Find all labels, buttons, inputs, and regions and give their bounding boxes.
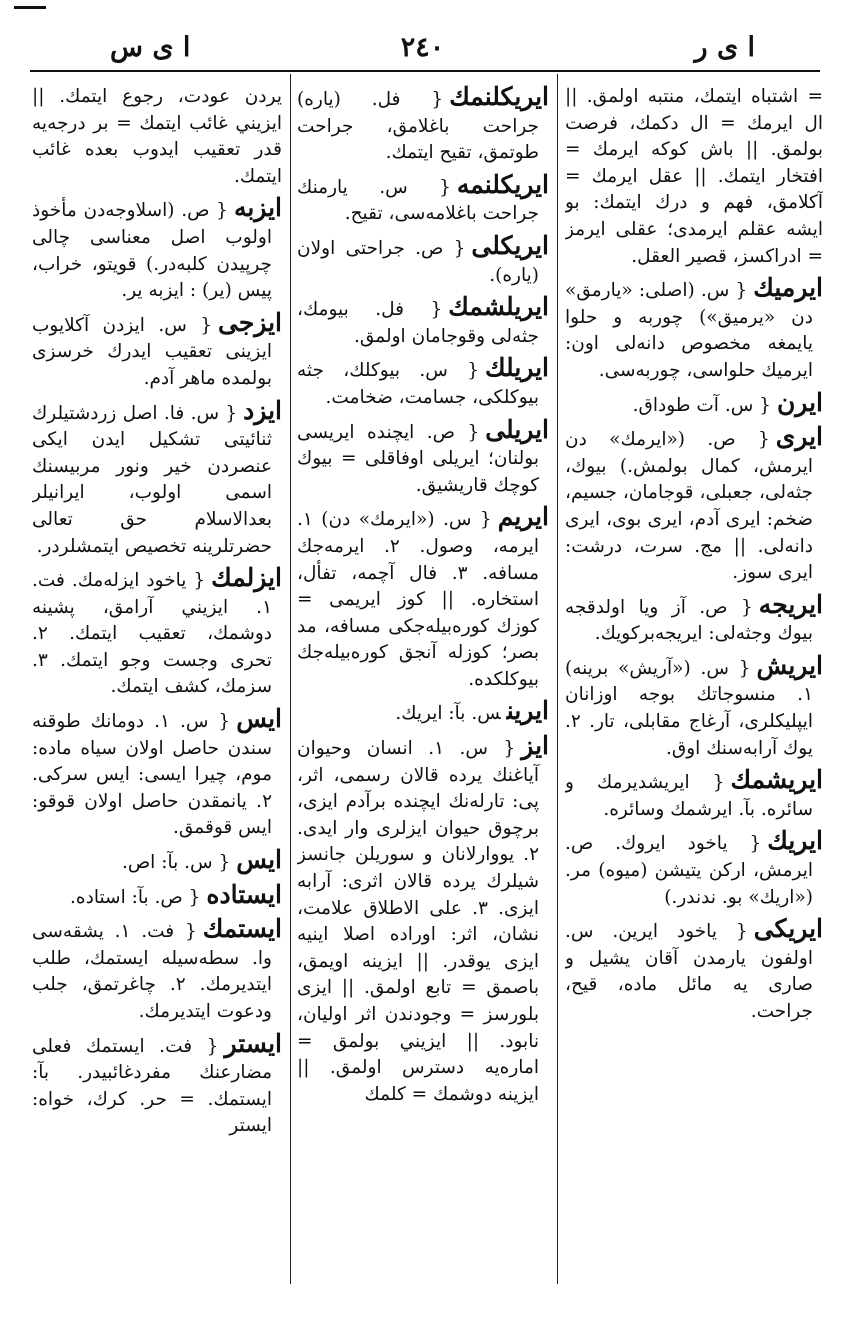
top-corner-rule bbox=[14, 6, 46, 9]
entry-headword: ايزجى bbox=[218, 307, 282, 337]
dictionary-entry bbox=[32, 565, 282, 701]
entry-definition: { س. («ايرمك» دن) ۱. ايرمه، وصول. ۲. ايرمه‌جك مسافه. ۳. فال آچمه، تفأل، استخاره. || كوز ايريمى = كوزك كوره‌بيله‌جكى مسافه، مد بصر؛ كوزله آنجق كوره‌بيله‌جك بيوكلكده. bbox=[297, 509, 539, 690]
dictionary-entry bbox=[297, 84, 549, 167]
entry-definition: { فل. بيومك، جثه‌لى وقوجامان اولمق. bbox=[297, 299, 539, 347]
dictionary-entry bbox=[565, 767, 823, 823]
entry-definition: = اشتباه ايتمك، منتبه اولمق. || ال ايرمك = ال دكمك، فرصت بولمق. || باش كوكه ايرمك = افتخار ايتمك. || عقل ايرمك = آكلامق، فهم و درك ايتمك: بو ايشه عقلم ايرمدى؛ عقلى ايرمز = ادراكسز، قصير العقل. bbox=[565, 86, 823, 267]
dictionary-entry bbox=[565, 828, 823, 911]
dictionary-entry bbox=[565, 84, 823, 270]
entry-headword: ايريك bbox=[767, 826, 823, 856]
entry-headword: ايريكى bbox=[753, 914, 823, 944]
entry-definition: { س. ۱. دومانك طوقنه سندن حاصل اولان سياه ماده: موم، چيرا ايسى: ايس سركى. ۲. يانمقدن حاصل اولان قوقو: ايس قوقمق. bbox=[32, 711, 272, 839]
dictionary-entry bbox=[32, 395, 282, 561]
column-right bbox=[565, 84, 823, 1299]
entry-headword: ايريش bbox=[756, 650, 823, 680]
entry-headword: ايرميك bbox=[753, 273, 823, 303]
dictionary-entry bbox=[32, 307, 282, 393]
dictionary-entry bbox=[297, 230, 549, 289]
entry-headword: ايستاده bbox=[206, 879, 282, 909]
entry-definition: { فت. ايستمك فعلى مضارعنك مفردغائبيدر. بآ: ايستمك. = حر. كرك، خواه: ايستر bbox=[32, 1035, 272, 1137]
entry-headword: ايريكلنمك bbox=[449, 84, 549, 111]
entry-definition: { س. بيوكلك، جثه بيوكلكى، جسامت، ضخامت. bbox=[297, 360, 539, 408]
column-separator-left bbox=[290, 74, 291, 1284]
entry-headword: ايستر bbox=[224, 1028, 282, 1058]
entry-headword: ايريكلنمه bbox=[456, 169, 549, 199]
entry-headword: ايريلك bbox=[484, 353, 549, 383]
entry-definition: { ص. جراحتى اولان (ياره). bbox=[297, 237, 539, 286]
entry-definition: { فل. (ياره) جراحت باغلامق، جراحت طوتمق، تقيح ايتمك. bbox=[297, 89, 539, 164]
entry-definition: { ص. بآ: استاده. bbox=[70, 886, 201, 908]
column-left bbox=[32, 84, 282, 1299]
dictionary-entry bbox=[32, 195, 282, 304]
dictionary-entry bbox=[297, 733, 549, 1108]
entry-definition: { س. بآ: اص. bbox=[121, 852, 231, 874]
entry-definition: { ياخود ايروك. ص. ايرمش، اركن يتيشن (ميوه) مر. («اريك» بو. ندندر.) bbox=[565, 833, 813, 908]
dictionary-entry bbox=[297, 414, 549, 500]
entry-headword: ايرين bbox=[506, 696, 549, 726]
dictionary-entry bbox=[297, 355, 549, 411]
entry-definition: س. بآ: ايريك. bbox=[395, 703, 501, 725]
entry-definition: { س. فا. اصل زردشتيلرك ثنائيتى تشكيل ايدن ايكى عنصردن خير ونور مربيسنك اسمى اولوب، ايرانيلر بعدالاسلام حق تعالى حضرتلرينه تخصيص ايتمشلردر. bbox=[32, 402, 272, 557]
entry-headword: ايزد bbox=[243, 395, 282, 425]
dictionary-entry bbox=[297, 504, 549, 693]
page-number: ۲٤۰ bbox=[400, 32, 445, 63]
entry-definition: { ياخود ايرين. س. اولفون يارمدن آقان يشيل و صارى يه مائل ماده، قيح، جراحت. bbox=[565, 921, 813, 1022]
entry-definition: { س. ايزدن آكلايوب ايزينى تعقيب ايدرك خرسزى بولمده ماهر آدم. bbox=[32, 314, 272, 389]
entry-headword: ايريلشمك bbox=[448, 292, 549, 322]
dictionary-entry bbox=[32, 847, 282, 877]
entry-definition: { ياخود ايزلەمك. فت. ۱. ايزيني آرامق، پشينه دوشمك، تعقيب ايتمك. ۲. تحرى وجست وجو ايتمك. ۳. سزمك، كشف ايتمك. bbox=[32, 570, 272, 698]
dictionary-entry bbox=[565, 387, 823, 420]
entry-definition: يردن عودت، رجوع ايتمك. || ايزيني غائب ايتمك = بر درجه‌يه قدر تعقيب ايدوب بعده غائب ايتمك. bbox=[32, 86, 282, 187]
entry-headword: ايزبه bbox=[233, 193, 282, 223]
dictionary-entry bbox=[297, 169, 549, 228]
entry-definition: { ص. (اسلاوجه‌دن مأخوذ اولوب اصل معناسى چالى چرپيدن كلبه‌در.) قويتو، خراب، پيس (ير) : ايزبه ير. bbox=[32, 200, 272, 302]
column-middle bbox=[297, 84, 549, 1299]
running-head-right: ا ى ر bbox=[694, 32, 755, 63]
entry-headword: ايريكلى bbox=[471, 230, 549, 260]
dictionary-entry bbox=[32, 84, 282, 190]
entry-definition: { س. يارمنك جراحت باغلامه‌سى، تقيح. bbox=[297, 176, 539, 225]
entry-headword: ايس bbox=[236, 845, 282, 875]
entry-definition: { ص. («ايرمك» دن ايرمش، كمال بولمش.) بيوك، جثه‌لى، جعبلى، قوجامان، جسيم، ضخم: ايرى آدم، ايرى بوى، ايرى دانه‌لى. || مج. سرت، درشت: ايرى سوز. bbox=[565, 429, 813, 584]
entry-definition: { ص. آز ويا اولدقجه بيوك وجثه‌لى: ايريجه‌بركويك. bbox=[565, 596, 813, 645]
entry-headword: ايريلى bbox=[485, 414, 549, 444]
entry-headword: ايز bbox=[521, 731, 549, 761]
entry-definition: { ص. ايچنده ايريسى بولنان؛ ايريلى اوفاقلى = بيوك كوچك قاريشيق. bbox=[297, 421, 539, 496]
dictionary-entry bbox=[565, 916, 823, 1025]
page-header bbox=[0, 20, 845, 70]
entry-headword: ايريشمك bbox=[730, 765, 823, 795]
entry-definition: { س. («آريش» برينه) ۱. منسوجاتك بوجه اوزانان ايپليكلرى، آرغاج مقابلى، تار. ۲. يوك آرابه‌سنك اوق. bbox=[565, 657, 813, 759]
entry-headword: ايزلمك bbox=[211, 563, 282, 593]
entry-headword: ايرى bbox=[775, 422, 823, 452]
entry-headword: ايس bbox=[236, 704, 282, 734]
dictionary-entry bbox=[565, 424, 823, 587]
dictionary-entry bbox=[297, 294, 549, 350]
dictionary-entry bbox=[32, 879, 282, 912]
header-rule bbox=[30, 70, 820, 72]
dictionary-entry bbox=[297, 698, 549, 728]
entry-headword: ايرن bbox=[776, 387, 823, 417]
dictionary-entry bbox=[32, 1028, 282, 1140]
entry-headword: ايستمك bbox=[202, 914, 282, 944]
dictionary-entry bbox=[32, 706, 282, 842]
entry-definition: { س. ۱. انسان وحيوان آياغنك يرده قالان رسمى، اثر، پى: تارلەنك ايچنده برآدم ايزى، برچوق حيوان ايزلرى وار ايدى. ۲. يووارلانان و سوريلن جانسز شيلرك يرده قالان اثرى: آرابه ايزى. ۳. على الاطلاق علامت، نشان، اثر: اوراده اصلا اينيه ايزى يوقدر. || ايزينه اويمق، باصمق = تابع اولمق. || ايزى بلورسز = وجودندن اثر اوليان، نابود. || ايزيني بولمق = اماره‌يه دسترس اولمق. || ايزينه دوشمك = كلمك bbox=[297, 738, 539, 1105]
running-head-left: ا ى س bbox=[110, 32, 191, 63]
dictionary-entry bbox=[565, 650, 823, 762]
entry-definition: { فت. ۱. يشقه‌سى وا. سطه‌سيله ايستمك، طلب ايتديرمك. ۲. چاغرتمق، جلب ودعوت ايتديرمك. bbox=[32, 921, 272, 1022]
dictionary-entry bbox=[32, 916, 282, 1025]
entry-headword: ايريم bbox=[497, 502, 549, 532]
entry-definition: { ايريشديرمك و سائره. بآ. ايرشمك وسائره. bbox=[565, 772, 813, 820]
entry-definition: { س. آت طوداق. bbox=[632, 394, 771, 416]
dictionary-entry bbox=[565, 275, 823, 384]
dictionary-entry bbox=[565, 589, 823, 648]
entry-definition: { س. (اصلى: «يارمق» دن «يرميق») چوربه و حلوا يايمغه مخصوص دانه‌لى اون: ايرميك حلواسى، چوربه‌سى. bbox=[565, 280, 813, 381]
entry-headword: ايريجه bbox=[758, 589, 823, 619]
column-separator-right bbox=[557, 74, 558, 1284]
